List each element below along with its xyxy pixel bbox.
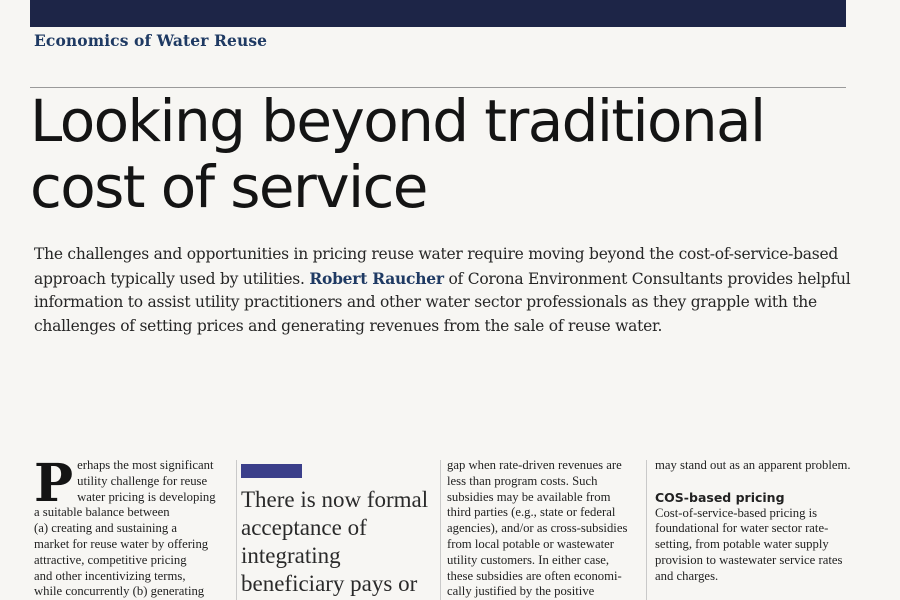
body-line: market for reuse water by offering	[34, 536, 209, 551]
column-divider	[440, 460, 441, 600]
body-line: erhaps the most significant	[77, 458, 214, 472]
body-line: these subsidies are often economi-	[447, 568, 622, 583]
pull-quote-column	[241, 458, 431, 598]
body-column-3	[447, 458, 637, 600]
body-line: gap when rate-driven revenues are	[447, 458, 622, 472]
body-line: less than program costs. Such	[447, 473, 598, 488]
author-name: Robert Raucher	[309, 268, 444, 288]
standfirst	[34, 243, 854, 338]
body-line: subsidies may be available from	[447, 489, 611, 504]
body-line: agencies), and/or as cross-subsidies	[447, 521, 628, 536]
body-column-1	[34, 453, 230, 600]
headline-line-2: cost of service	[30, 153, 427, 221]
pull-quote-accent-bar	[241, 464, 302, 478]
subheading: COS-based pricing	[655, 489, 785, 505]
body-line: cally justified by the positive	[447, 584, 595, 599]
body-line: utility challenge for reuse	[77, 473, 208, 488]
body-line: a suitable balance between	[34, 505, 170, 520]
body-line: water pricing is developing	[77, 489, 216, 504]
standfirst-text-2: of Corona Environment Consultants provides helpful information to assist utility practitioners and other water sector professionals as they grapple with the challenges of setting prices and generating revenues from the sale of reuse water.	[34, 269, 851, 335]
column-divider	[236, 460, 237, 600]
body-line: (a) creating and sustaining a	[34, 521, 178, 536]
header-bar	[30, 0, 846, 27]
headline-line-1: Looking beyond traditional	[30, 87, 765, 155]
standfirst-text-1: The challenges and opportunities in pricing reuse water require moving beyond the cost-of-service-based approach typically used by utilities.	[34, 245, 839, 288]
column-divider	[646, 460, 647, 600]
body-line: from local potable or wastewater	[447, 536, 614, 551]
body-line: attractive, competitive pricing	[34, 552, 187, 567]
body-line: and other incentivizing terms,	[34, 568, 186, 583]
section-label: Economics of Water Reuse	[34, 31, 268, 50]
body-paragraph: may stand out as an apparent problem.	[655, 458, 851, 472]
pull-quote: There is now formal acceptance of integrating beneficiary pays or	[241, 487, 429, 596]
body-column-4	[655, 458, 855, 585]
body-line: third parties (e.g., state or federal	[447, 505, 616, 520]
body-line: while concurrently (b) generating	[34, 584, 205, 599]
body-paragraph: Cost-of-service-based pricing is foundational for water sector rate-setting, from potable water supply provision to wastewater service rates and charges.	[655, 505, 843, 583]
drop-cap: P	[34, 453, 74, 514]
headline	[30, 88, 860, 220]
body-line: utility customers. In either case,	[447, 552, 610, 567]
